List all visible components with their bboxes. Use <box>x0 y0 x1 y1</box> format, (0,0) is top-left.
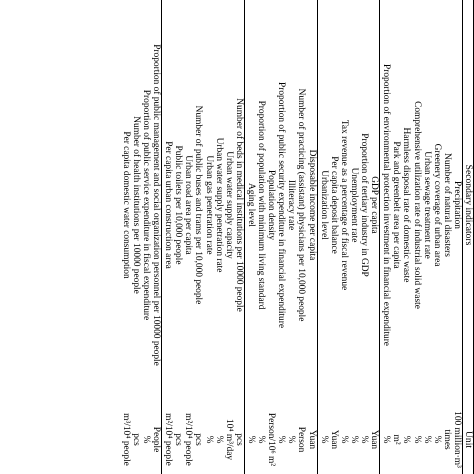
unit-cell: m²/10⁴ people <box>183 413 194 466</box>
table-row <box>223 0 233 474</box>
table-row <box>380 0 390 474</box>
table-row <box>233 0 243 474</box>
indicator-cell: Urban water supply capacity <box>223 151 234 259</box>
table-row <box>203 0 213 474</box>
indicator-cell: Population density <box>266 169 277 241</box>
indicator-cell: Tax revenue as a percentage of fiscal revenue <box>338 119 349 291</box>
unit-cell: % <box>203 435 214 444</box>
unit-cell: times <box>441 429 452 450</box>
table-row <box>390 0 400 474</box>
indicator-cell: Public toilets per 10,000 people <box>173 145 184 265</box>
indicator-cell: Aging level <box>246 182 256 227</box>
indicator-cell: Proportion of public service expenditure in fiscal expenditure <box>141 89 151 321</box>
table-row <box>358 0 368 474</box>
header-unit: Unit <box>463 430 474 449</box>
table-row <box>306 0 316 474</box>
table-row <box>193 0 203 474</box>
table-row <box>431 0 441 474</box>
unit-cell: % <box>401 435 412 444</box>
indicator-cell: Proportion of tertiary industry in GDP <box>359 133 370 277</box>
unit-cell: pcs <box>173 433 184 446</box>
table-row <box>150 0 160 474</box>
unit-cell: % <box>431 435 442 444</box>
indicator-cell: Proportion of public security expenditure in financial expenditure <box>276 81 287 329</box>
unit-cell: % <box>411 435 422 444</box>
indicator-cell: Proportion of public management and social organization personnel per 10000 people <box>151 44 162 366</box>
indicator-cell: Proportion of population with minimum living standard <box>256 100 267 310</box>
unit-cell: Person <box>296 426 307 453</box>
table-row <box>120 0 130 474</box>
indicator-cell: Number of beds in medical institutions per 10000 people <box>233 98 244 312</box>
header-indicator: Secondary indicators <box>463 164 474 246</box>
unit-cell: % <box>421 435 432 444</box>
unit-cell: 100 million·m³ <box>452 411 462 468</box>
unit-cell: % <box>141 435 151 444</box>
indicator-cell: Per capita domestic water consumption <box>120 131 131 279</box>
table-row <box>265 0 275 474</box>
unit-cell: People <box>151 426 162 453</box>
unit-cell: % <box>381 435 392 444</box>
table-row <box>275 0 285 474</box>
table-row <box>411 0 421 474</box>
indicator-cell: Number of public buses and trams per 10,000 people <box>193 105 204 305</box>
unit-cell: % <box>359 435 370 444</box>
indicator-cell: Precipitation <box>452 181 462 229</box>
unit-cell: % <box>256 435 267 444</box>
indicator-cell: Urban gas penetration rate <box>203 155 214 255</box>
unit-cell: Yuan <box>328 429 339 450</box>
table-row <box>328 0 338 474</box>
unit-cell: % <box>213 435 224 444</box>
table-row <box>182 0 192 474</box>
unit-cell: m²/10⁴ people <box>163 413 174 466</box>
table-row <box>338 0 348 474</box>
indicator-cell: Urban water supply penetration rate <box>213 137 224 273</box>
indicator-cell: Number of natural disasters <box>441 153 452 257</box>
group-rule <box>244 0 245 474</box>
table-row <box>130 0 140 474</box>
unit-cell: 10⁴ m³/day <box>223 418 234 461</box>
unit-cell: Yuan <box>306 429 317 450</box>
table-row <box>296 0 306 474</box>
unit-cell: pcs <box>233 433 244 446</box>
group-rule <box>161 0 162 474</box>
indicator-cell: Illiteracy rate <box>286 179 297 231</box>
table-row <box>213 0 223 474</box>
indicator-cell: Urban road area per capita <box>183 155 194 255</box>
indicator-cell: GDP per capita <box>369 176 380 234</box>
unit-cell: % <box>338 435 349 444</box>
table-header-row <box>463 0 473 474</box>
indicator-cell: Disposable income per capita <box>306 149 317 261</box>
unit-cell: m² <box>391 434 402 445</box>
indicator-cell: Urban sewage treatment rate <box>421 151 432 259</box>
table-row <box>318 0 328 474</box>
indicator-cell: Park and greenbelt area per capita <box>391 141 402 269</box>
unit-cell: m³/10⁴ people <box>120 413 131 466</box>
indicator-cell: Per capita deposit balance <box>328 156 339 254</box>
table-row <box>451 0 461 474</box>
table-row <box>421 0 431 474</box>
unit-cell: pcs <box>130 433 141 446</box>
indicator-cell: Harmless disposal rate of domestic waste <box>401 127 412 283</box>
table-row <box>140 0 150 474</box>
unit-cell: % <box>276 435 287 444</box>
table-row <box>162 0 172 474</box>
table-row <box>285 0 295 474</box>
indicator-cell: Urbanization level <box>318 170 329 240</box>
table-row <box>255 0 265 474</box>
indicator-cell: Number of practicing (assistant) physicians per 10,000 people <box>296 88 307 322</box>
table-row <box>245 0 255 474</box>
unit-cell: pcs <box>193 433 204 446</box>
indicator-cell: Comprehensive utilization rate of industrial solid waste <box>411 101 422 309</box>
unit-cell: % <box>349 435 359 444</box>
group-rule <box>379 0 380 474</box>
indicator-cell: Greenery coverage of urban area <box>431 143 442 267</box>
table-row <box>172 0 182 474</box>
unit-cell: % <box>246 435 256 444</box>
unit-cell: Yuan <box>369 429 380 450</box>
indicator-cell: Number of health institutions per 10000 people <box>130 116 141 294</box>
header-rule <box>462 0 463 474</box>
group-rule <box>317 0 318 474</box>
unit-cell: % <box>286 435 297 444</box>
indicator-cell: Proportion of environmental protection investment in financial expenditure <box>381 64 392 346</box>
table-row <box>441 0 451 474</box>
indicator-cell: Per capita urban construction area <box>163 141 174 269</box>
table-row <box>368 0 378 474</box>
table-row <box>401 0 411 474</box>
unit-cell: % <box>318 435 329 444</box>
table-row <box>348 0 358 474</box>
indicator-cell: Unemployment rate <box>349 167 359 243</box>
unit-cell: Person/10⁶ m² <box>266 412 277 467</box>
